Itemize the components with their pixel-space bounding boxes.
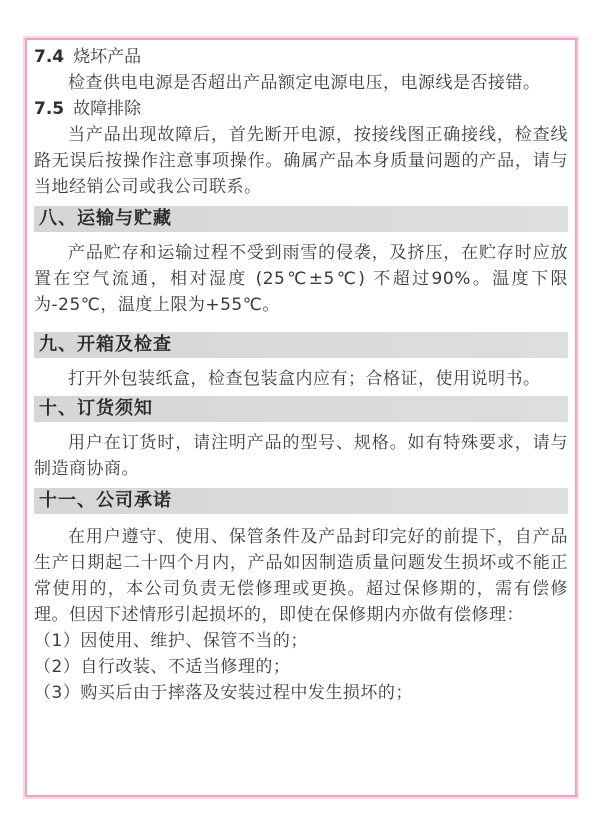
clause-7-5-body: 当产品出现故障后，首先断开电源，按接线图正确接线，检查线路无误后按操作注意事项操作。确属产品本身质量问题的产品，请与当地经销公司或我公司联系。 bbox=[34, 125, 568, 197]
warranty-exclusion-item-1: （1）因使用、维护、保管不当的； bbox=[34, 631, 308, 651]
clause-7-5-title bbox=[34, 96, 568, 122]
warranty-exclusion-item-2: （2）自行改装、不适当修理的； bbox=[34, 657, 291, 677]
section-8-heading: 八、运输与贮藏 bbox=[34, 206, 568, 232]
warranty-exclusion-item-3: （3）购买后由于摔落及安装过程中发生损坏的； bbox=[34, 683, 413, 703]
section-10-heading: 十、订货须知 bbox=[34, 396, 568, 422]
section-11-body: 在用户遵守、使用、保管条件及产品封印完好的前提下，自产品生产日期起二十四个月内，产品如因制造质量问题发生损坏或不能正常使用的，本公司负责无偿修理或更换。超过保修期的，需有偿修理。但因下述情形引起损坏的，即使在保修期内亦做有偿修理： bbox=[34, 527, 568, 625]
clause-heading: 故障排除 bbox=[73, 99, 142, 119]
clause-7-4 bbox=[34, 44, 568, 96]
clause-7-4-body: 检查供电电源是否超出产品额定电源电压，电源线是否接错。 bbox=[68, 73, 541, 93]
clause-7-5 bbox=[34, 96, 568, 200]
clause-heading: 烧坏产品 bbox=[73, 47, 142, 67]
clause-7-4-title bbox=[34, 44, 568, 70]
section-9-body: 打开外包装纸盒，检查包装盒内应有；合格证，使用说明书。 bbox=[68, 369, 541, 389]
clause-number: 7.4 bbox=[34, 47, 65, 67]
section-9-heading: 九、开箱及检查 bbox=[34, 332, 568, 358]
section-11-heading: 十一、公司承诺 bbox=[34, 488, 568, 514]
clause-number: 7.5 bbox=[34, 99, 65, 119]
section-8-body: 产品贮存和运输过程不受到雨雪的侵袭，及挤压，在贮存时应放置在空气流通，相对湿度 (25℃±5℃) 不超过90%。温度下限为-25℃，温度上限为+55℃。 bbox=[34, 243, 568, 315]
section-10-body: 用户在订货时，请注明产品的型号、规格。如有特殊要求，请与制造商协商。 bbox=[34, 433, 568, 479]
page-frame bbox=[25, 38, 577, 797]
